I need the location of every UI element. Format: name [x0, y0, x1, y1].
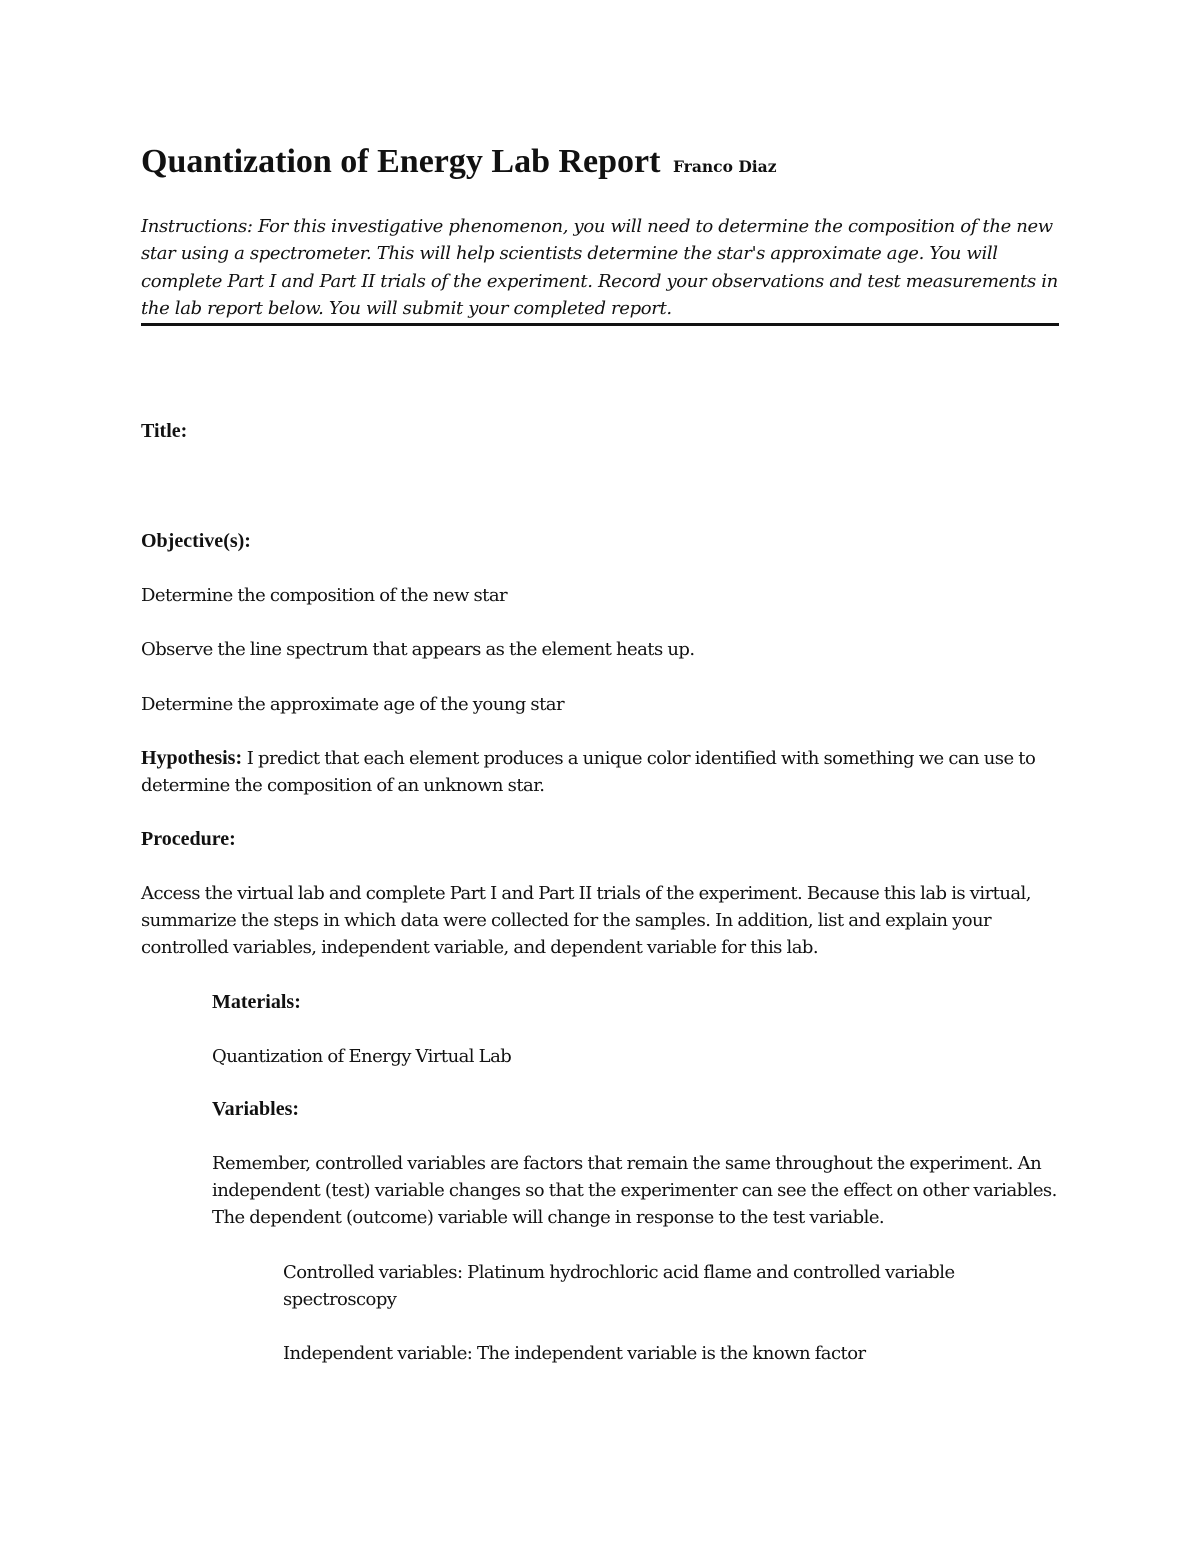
- variables-text: Remember, controlled variables are factors that remain the same throughout the experiment. An independent (test) variable changes so that the experimenter can see the effect on other variables. The dependent (outcome) variable will change in response to the test variable.: [212, 1152, 1057, 1229]
- variables-label: Variables:: [212, 1097, 300, 1120]
- procedure-text: Access the virtual lab and complete Part I and Part II trials of the experiment. Because this lab is virtual, summarize the steps in which data were collected for the samples. In addition, list and explain your controlled variables, independent variable, and dependent variable for this lab.: [141, 882, 1031, 959]
- report-heading: [141, 140, 1059, 189]
- procedure-label: Procedure:: [141, 827, 236, 850]
- hypothesis-text: I predict that each element produces a unique color identified with something we can use to determine the composition of an unknown star.: [141, 748, 1036, 797]
- materials-label: Materials:: [212, 990, 301, 1013]
- objective-item-1: Determine the composition of the new star: [141, 585, 508, 607]
- instructions-text: Instructions: For this investigative phenomenon, you will need to determine the composition of the new star using a spectrometer. This will help scientists determine the star's approximate age. You will complete Part I and Part II trials of the experiment. Record your observations and test measurements in the lab report below. You will submit your completed report.: [141, 213, 1059, 326]
- title-label: Title:: [141, 420, 188, 443]
- report-title: Quantization of Energy Lab Report: [141, 143, 661, 180]
- materials-text: Quantization of Energy Virtual Lab: [212, 1045, 512, 1067]
- author-name: Franco Diaz: [672, 157, 777, 176]
- controlled-variables-text: Controlled variables: Platinum hydrochloric acid flame and controlled variable spectroscopy: [283, 1261, 955, 1311]
- hypothesis-paragraph: [141, 745, 1059, 800]
- objective-item-2: Observe the line spectrum that appears as the element heats up.: [141, 639, 695, 661]
- objectives-label: Objective(s):: [141, 530, 251, 553]
- document-page: [141, 140, 1059, 1368]
- hypothesis-label: Hypothesis:: [141, 747, 243, 770]
- independent-variable-text: Independent variable: The independent variable is the known factor: [283, 1343, 866, 1365]
- objective-item-3: Determine the approximate age of the young star: [141, 693, 565, 715]
